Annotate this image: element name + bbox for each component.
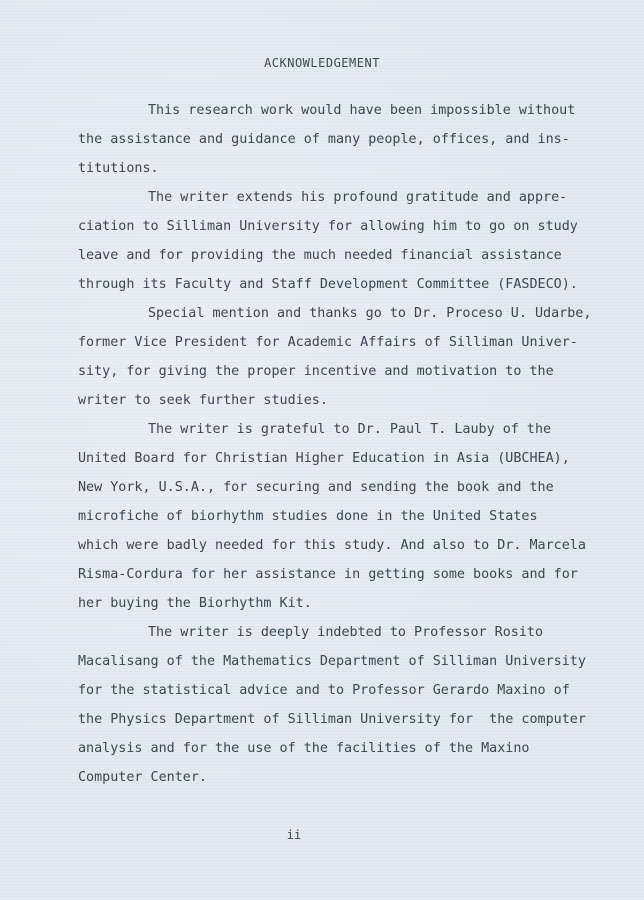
page-number: ii [286,828,302,842]
text-line: Computer Center. [78,770,207,785]
text-line: the Physics Department of Silliman University for the computer [78,712,586,727]
text-line: sity, for giving the proper incentive and motivation to the [78,364,554,379]
text-line: former Vice President for Academic Affairs of Silliman Univer- [78,335,578,350]
text-line: her buying the Biorhythm Kit. [78,596,312,611]
text-line: Macalisang of the Mathematics Department of Silliman University [78,654,586,669]
text-line: microfiche of biorhythm studies done in the United States [78,509,538,524]
paragraph-3 [78,299,618,415]
text-line: Special mention and thanks go to Dr. Proceso U. Udarbe, [148,306,592,321]
text-line: which were badly needed for this study. And also to Dr. Marcela [78,538,586,553]
text-line: The writer is deeply indebted to Professor Rosito [148,625,544,640]
page-title: ACKNOWLEDGEMENT [264,56,380,70]
text-line: ciation to Silliman University for allowing him to go on study [78,219,578,234]
acknowledgement-body [78,96,618,792]
text-line: United Board for Christian Higher Education in Asia (UBCHEA), [78,451,570,466]
text-line: titutions. [78,161,159,176]
paragraph-5 [78,618,618,792]
text-line: The writer is grateful to Dr. Paul T. Lauby of the [148,422,552,437]
text-line: The writer extends his profound gratitude and appre- [148,190,568,205]
text-line: writer to seek further studies. [78,393,328,408]
text-line: for the statistical advice and to Professor Gerardo Maxino of [78,683,570,698]
text-line: through its Faculty and Staff Development Committee (FASDECO). [78,277,578,292]
text-line: the assistance and guidance of many people, offices, and ins- [78,132,570,147]
paragraph-4 [78,415,618,618]
paragraph-2 [78,183,618,299]
text-line: This research work would have been impossible without [148,103,576,118]
text-line: leave and for providing the much needed financial assistance [78,248,562,263]
text-line: Risma-Cordura for her assistance in getting some books and for [78,567,578,582]
paragraph-1 [78,96,618,183]
text-line: analysis and for the use of the facilities of the Maxino [78,741,530,756]
text-line: New York, U.S.A., for securing and sending the book and the [78,480,554,495]
